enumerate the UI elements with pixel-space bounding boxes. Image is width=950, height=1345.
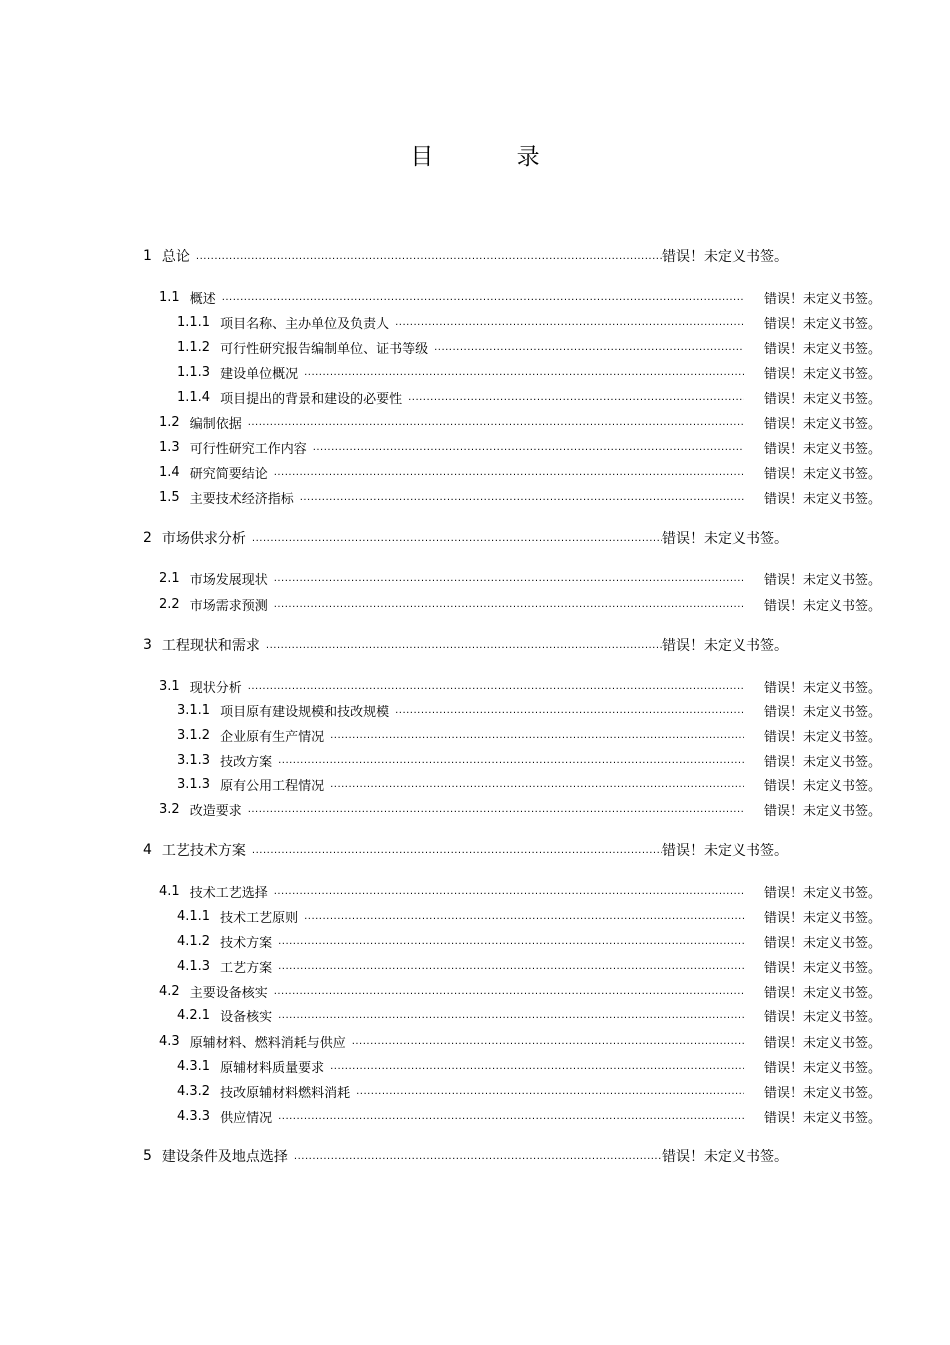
toc-leader-dots — [356, 1081, 744, 1103]
toc-entry-page-ref: 错误！未定义书签。 — [763, 316, 881, 332]
toc-entry-number: 1.3 — [159, 439, 180, 455]
toc-entry-number: 4.3.3 — [177, 1108, 211, 1124]
toc-leader-dots — [330, 774, 744, 796]
toc-entry[interactable] — [159, 699, 881, 721]
toc-entry[interactable] — [159, 461, 881, 483]
toc-entry-page-ref: 错误！未定义书签。 — [763, 598, 881, 614]
toc-leader-dots — [278, 931, 744, 953]
toc-leader-dots — [352, 1031, 744, 1053]
toc-entry-number: 2.2 — [159, 596, 180, 612]
toc-leader-dots — [248, 676, 744, 698]
toc-entry-title: 原辅材料、燃料消耗与供应 — [189, 1035, 346, 1051]
toc-leader-dots — [252, 528, 662, 550]
toc-leader-dots — [395, 700, 744, 722]
toc-entry-number: 1.1.1 — [177, 314, 211, 330]
toc-entry[interactable] — [159, 955, 881, 977]
toc-entry-page-ref: 错误！未定义书签。 — [763, 935, 881, 951]
toc-entry[interactable] — [159, 675, 881, 697]
toc-entry[interactable] — [159, 436, 881, 458]
toc-entry-page-ref: 错误！未定义书签。 — [763, 341, 881, 357]
toc-entry-title: 技术工艺选择 — [189, 885, 268, 901]
toc-entry[interactable] — [159, 593, 881, 615]
toc-entry-title: 市场发展现状 — [189, 572, 268, 588]
toc-entry-number: 1.5 — [159, 489, 180, 505]
toc-entry-title: 市场需求预测 — [189, 598, 268, 614]
toc-entry-title: 可行性研究工作内容 — [189, 441, 307, 457]
toc-leader-dots — [278, 1106, 744, 1128]
toc-entry[interactable] — [159, 798, 881, 820]
toc-entry-page-ref: 错误！未定义书签。 — [662, 1149, 788, 1165]
toc-leader-dots — [274, 568, 744, 590]
toc-entry-page-ref: 错误！未定义书签。 — [763, 416, 881, 432]
toc-entry[interactable] — [143, 527, 788, 549]
toc-entry-title: 建设单位概况 — [220, 366, 299, 382]
toc-leader-dots — [294, 1146, 662, 1168]
toc-entry[interactable] — [143, 1145, 788, 1167]
toc-entry-title: 技改原辅材料燃料消耗 — [220, 1085, 351, 1101]
toc-entry-page-ref: 错误！未定义书签。 — [763, 985, 881, 1001]
toc-entry-title: 项目提出的背景和建设的必要性 — [220, 391, 403, 407]
toc-entry[interactable] — [159, 724, 881, 746]
toc-entry-number: 4.3.2 — [177, 1083, 211, 1099]
toc-entry-number: 4.3.1 — [177, 1058, 211, 1074]
toc-entry-page-ref: 错误！未定义书签。 — [763, 1060, 881, 1076]
toc-entry-number: 3.2 — [159, 801, 180, 817]
toc-entry-number: 3.1 — [159, 678, 180, 694]
toc-leader-dots — [248, 412, 744, 434]
toc-leader-dots — [330, 1056, 744, 1078]
toc-entry-number: 3 — [143, 637, 152, 653]
toc-entry[interactable] — [159, 336, 881, 358]
toc-leader-dots — [252, 840, 662, 862]
toc-entry-title: 主要设备核实 — [189, 985, 268, 1001]
toc-entry-title: 总论 — [161, 249, 190, 265]
toc-entry-number: 4.1.2 — [177, 933, 211, 949]
toc-leader-dots — [248, 799, 744, 821]
toc-entry[interactable] — [159, 773, 881, 795]
toc-entry-page-ref: 错误！未定义书签。 — [763, 1009, 881, 1025]
toc-entry[interactable] — [159, 930, 881, 952]
toc-entry-page-ref: 错误！未定义书签。 — [662, 638, 788, 654]
toc-entry-number: 2 — [143, 530, 152, 546]
toc-entry-number: 1.4 — [159, 464, 180, 480]
toc-entry-page-ref: 错误！未定义书签。 — [763, 572, 881, 588]
toc-entry[interactable] — [159, 1030, 881, 1052]
toc-entry-number: 3.1.2 — [177, 727, 211, 743]
toc-entry-number: 1.2 — [159, 414, 180, 430]
toc-leader-dots — [274, 981, 744, 1003]
toc-entry[interactable] — [159, 486, 881, 508]
toc-entry-page-ref: 错误！未定义书签。 — [763, 754, 881, 770]
toc-entry-number: 4.1 — [159, 883, 180, 899]
toc-entry-title: 设备核实 — [220, 1009, 273, 1025]
toc-entry-title: 项目原有建设规模和技改规模 — [220, 704, 390, 720]
toc-entry-page-ref: 错误！未定义书签。 — [763, 960, 881, 976]
toc-entry-title: 研究简要结论 — [189, 466, 268, 482]
toc-leader-dots — [313, 437, 744, 459]
toc-entry-title: 现状分析 — [189, 680, 242, 696]
toc-entry-page-ref: 错误！未定义书签。 — [763, 910, 881, 926]
toc-entry[interactable] — [159, 567, 881, 589]
toc-entry[interactable] — [143, 245, 788, 267]
toc-leader-dots — [222, 287, 744, 309]
toc-entry-title: 主要技术经济指标 — [189, 491, 294, 507]
toc-entry-page-ref: 错误！未定义书签。 — [763, 491, 881, 507]
toc-leader-dots — [274, 462, 744, 484]
toc-leader-dots — [196, 246, 662, 268]
toc-entry[interactable] — [159, 1080, 881, 1102]
toc-entry[interactable] — [159, 905, 881, 927]
toc-entry-title: 技术工艺原则 — [220, 910, 299, 926]
toc-entry-page-ref: 错误！未定义书签。 — [763, 366, 881, 382]
toc-leader-dots — [304, 362, 744, 384]
toc-entry-title: 技改方案 — [220, 754, 273, 770]
toc-leader-dots — [278, 1005, 744, 1027]
toc-entry-page-ref: 错误！未定义书签。 — [763, 803, 881, 819]
toc-entry[interactable] — [159, 411, 881, 433]
toc-entry[interactable] — [159, 880, 881, 902]
toc-entry-number: 1 — [143, 248, 152, 264]
toc-entry-number: 4 — [143, 842, 152, 858]
toc-entry-page-ref: 错误！未定义书签。 — [763, 729, 881, 745]
toc-entry-page-ref: 错误！未定义书签。 — [662, 531, 788, 547]
toc-entry[interactable] — [143, 839, 788, 861]
toc-entry-page-ref: 错误！未定义书签。 — [662, 249, 788, 265]
toc-entry-title: 市场供求分析 — [161, 531, 246, 547]
toc-entry-page-ref: 错误！未定义书签。 — [763, 1035, 881, 1051]
toc-entry[interactable] — [159, 1105, 881, 1127]
toc-entry-number: 4.2.1 — [177, 1007, 211, 1023]
toc-entry[interactable] — [159, 1055, 881, 1077]
toc-entry[interactable] — [159, 749, 881, 771]
toc-entry-page-ref: 错误！未定义书签。 — [763, 778, 881, 794]
toc-entry-page-ref: 错误！未定义书签。 — [763, 441, 881, 457]
toc-entry-title: 编制依据 — [189, 416, 242, 432]
toc-entry[interactable] — [159, 1004, 881, 1026]
toc-entry-number: 3.1.3 — [177, 776, 211, 792]
toc-entry-number: 1.1.4 — [177, 389, 211, 405]
toc-entry-title: 供应情况 — [220, 1110, 273, 1126]
toc-entry-page-ref: 错误！未定义书签。 — [763, 1110, 881, 1126]
toc-entry-number: 3.1.1 — [177, 702, 211, 718]
toc-entry-number: 1.1.3 — [177, 364, 211, 380]
toc-entry[interactable] — [143, 634, 788, 656]
toc-leader-dots — [395, 312, 744, 334]
toc-entry-number: 3.1.3 — [177, 752, 211, 768]
toc-entry-title: 技术方案 — [220, 935, 273, 951]
toc-leader-dots — [278, 750, 744, 772]
toc-entry-title: 可行性研究报告编制单位、证书等级 — [220, 341, 429, 357]
toc-entry-title: 原辅材料质量要求 — [220, 1060, 325, 1076]
toc-leader-dots — [274, 881, 744, 903]
toc-entry-title: 企业原有生产情况 — [220, 729, 325, 745]
toc-entry-page-ref: 错误！未定义书签。 — [763, 1085, 881, 1101]
toc-entry-page-ref: 错误！未定义书签。 — [763, 391, 881, 407]
toc-entry-number: 4.3 — [159, 1033, 180, 1049]
toc-entry-number: 5 — [143, 1148, 152, 1164]
toc-entry-page-ref: 错误！未定义书签。 — [763, 680, 881, 696]
toc-entry-page-ref: 错误！未定义书签。 — [763, 885, 881, 901]
toc-entry-title: 建设条件及地点选择 — [161, 1149, 288, 1165]
toc-entry-title: 原有公用工程情况 — [220, 778, 325, 794]
toc-entry[interactable] — [159, 386, 881, 408]
toc-entry-page-ref: 错误！未定义书签。 — [662, 843, 788, 859]
toc-leader-dots — [408, 387, 744, 409]
toc-entry[interactable] — [159, 311, 881, 333]
toc-entry-title: 工艺方案 — [220, 960, 273, 976]
toc-leader-dots — [300, 487, 744, 509]
toc-entry-number: 1.1 — [159, 289, 180, 305]
toc-entry-number: 4.1.3 — [177, 958, 211, 974]
toc-entry-number: 4.2 — [159, 983, 180, 999]
toc-entry-title: 概述 — [189, 291, 216, 307]
toc-entry-title: 工程现状和需求 — [161, 638, 260, 654]
toc-leader-dots — [266, 635, 662, 657]
toc-entry-number: 2.1 — [159, 570, 180, 586]
toc-leader-dots — [434, 337, 744, 359]
toc-entry[interactable] — [159, 286, 881, 308]
toc-leader-dots — [278, 956, 744, 978]
toc-entry-number: 4.1.1 — [177, 908, 211, 924]
toc-entry-page-ref: 错误！未定义书签。 — [763, 704, 881, 720]
toc-entry[interactable] — [159, 980, 881, 1002]
toc-entry-title: 工艺技术方案 — [161, 843, 246, 859]
toc-leader-dots — [304, 906, 744, 928]
toc-leader-dots — [274, 594, 744, 616]
toc-entry-page-ref: 错误！未定义书签。 — [763, 466, 881, 482]
toc-entry[interactable] — [159, 361, 881, 383]
toc-entry-title: 改造要求 — [189, 803, 242, 819]
toc-entry-number: 1.1.2 — [177, 339, 211, 355]
page-title: 目 录 — [410, 144, 578, 170]
toc-entry-page-ref: 错误！未定义书签。 — [763, 291, 881, 307]
toc-entry-title: 项目名称、主办单位及负责人 — [220, 316, 390, 332]
toc-leader-dots — [330, 725, 744, 747]
